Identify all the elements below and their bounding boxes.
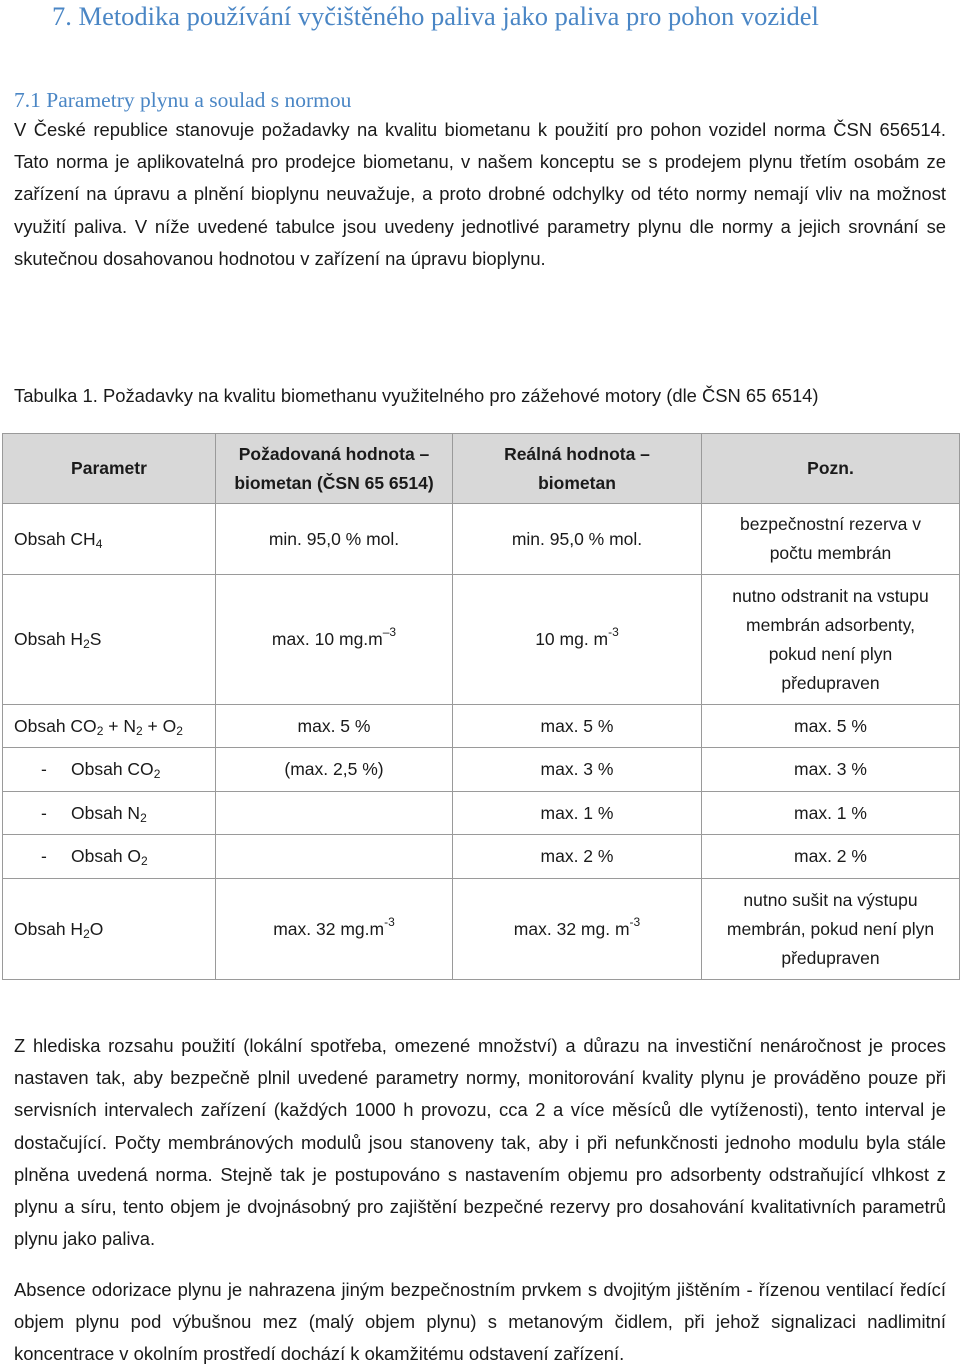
cell-note: max. 3 % bbox=[702, 748, 960, 792]
cell-required: max. 32 $mg.m^{-3}$ bbox=[216, 879, 453, 980]
cell-note: nutno odstranit na vstupu membrán adsorbenty, pokud není plyn předupraven bbox=[702, 575, 960, 705]
dash-bullet: - bbox=[41, 802, 47, 823]
header-note: Pozn. bbox=[702, 434, 960, 504]
header-parametr: Parametr bbox=[3, 434, 216, 504]
paragraph-process: Z hlediska rozsahu použití (lokální spotřeba, omezené množství) a důrazu na investiční nenáročnost je proces nastaven tak, aby bezpečně plnil uvedené parametry normy, monitorování kvality plynu je prováděno pouze při servisních intervalech zařízení (každých 1000 h provozu, cca 2 a více měsíců dle vytíženosti), tento interval je dostačující. Počty membránových modulů jsou stanoveny tak, aby i při nefunkčnosti jednoho modulu byla stále plněna uvedená norma. Stejně tak je postupováno s nastavením objemu pro adsorbenty odstraňující vlhkost z plynu a síru, tento objem je dvojnásobný pro zajištění bezpečné rezervy pro dosahování kvalitativních parametrů plynu jako paliva. bbox=[14, 1035, 946, 1250]
table-row-n2 bbox=[3, 792, 960, 835]
cell-real: min. 95,0 % mol. bbox=[453, 504, 702, 575]
cell-note: nutno sušit na výstupu membrán, pokud není plyn předupraven bbox=[702, 879, 960, 980]
table-row-h2s bbox=[3, 575, 960, 705]
cell-parameter: - Obsah $O_2$ bbox=[3, 835, 216, 879]
dash-bullet: - bbox=[41, 759, 47, 779]
header-required: Požadovaná hodnota – biometan (ČSN 65 6514) bbox=[216, 434, 453, 504]
gas-parameters-table bbox=[2, 433, 960, 980]
cell-required: max. 5 % bbox=[216, 705, 453, 748]
cell-parameter: Obsah $CO_2 + N_2 + O_2$ bbox=[3, 705, 216, 748]
cell-real: max. 2 % bbox=[453, 835, 702, 879]
cell-real: max. 1 % bbox=[453, 792, 702, 835]
cell-parameter: Obsah $H_2O$ bbox=[3, 879, 216, 980]
cell-parameter: Obsah $H_2S$ bbox=[3, 575, 216, 705]
cell-required: max. 10 $mg.m^{-3}$ bbox=[216, 575, 453, 705]
cell-required: min. 95,0 % mol. bbox=[216, 504, 453, 575]
intro-paragraph: V České republice stanovuje požadavky na kvalitu biometanu k použití pro pohon vozidel norma ČSN 656514. Tato norma je aplikovatelná pro prodejce biometanu, v našem konceptu se s prodejem plynu třetím osobám ze zařízení na úpravu a plnění bioplynu neuvažuje, a proto drobné odchylky od této normy nemají vliv na možnost využití paliva. V níže uvedené tabulce jsou uvedeny jednotlivé parametry plynu dle normy a jejich srovnání se skutečnou dosahovanou hodnotou v zařízení na úpravu bioplynu. bbox=[14, 119, 946, 269]
cell-note: max. 5 % bbox=[702, 705, 960, 748]
table-caption: Tabulka 1. Požadavky na kvalitu biomethanu využitelného pro zážehové motory (dle ČSN 65 6514) bbox=[14, 385, 819, 406]
dash-bullet: - bbox=[41, 846, 47, 866]
table-row-o2 bbox=[3, 835, 960, 879]
table-row-co2-n2-o2 bbox=[3, 705, 960, 748]
cell-real: max. 3 % bbox=[453, 748, 702, 792]
table-row-h2o bbox=[3, 879, 960, 980]
header-real: Reálná hodnota – biometan bbox=[453, 434, 702, 504]
cell-note: bezpečnostní rezerva v počtu membrán bbox=[702, 504, 960, 575]
cell-parameter: - Obsah $CO_2$ bbox=[3, 748, 216, 792]
page-heading: 7. Metodika používání vyčištěného paliva jako paliva pro pohon vozidel bbox=[52, 1, 819, 31]
cell-note: max. 2 % bbox=[702, 835, 960, 879]
section-heading: 7.1 Parametry plynu a soulad s normou bbox=[14, 88, 352, 112]
cell-real: max. 5 % bbox=[453, 705, 702, 748]
table-header-row bbox=[3, 434, 960, 504]
cell-required bbox=[216, 835, 453, 879]
table-row-co2 bbox=[3, 748, 960, 792]
table-row-ch4 bbox=[3, 504, 960, 575]
cell-parameter: - Obsah $N_2$ bbox=[3, 792, 216, 835]
paragraph-safety: Absence odorizace plynu je nahrazena jiným bezpečnostním prvkem s dvojitým jištěním - řízenou ventilací ředící objem plynu pod výbušnou mez (malý objem plynu) s metanovým čidlem, při jehož signalizaci nadlimitní koncentrace v okolním prostředí dochází k okamžitému odstavení zařízení. bbox=[14, 1279, 946, 1365]
cell-parameter: Obsah $CH_4$ bbox=[3, 504, 216, 575]
cell-real: max. 32 mg. $m^{-3}$ bbox=[453, 879, 702, 980]
cell-note: max. 1 % bbox=[702, 792, 960, 835]
cell-required: (max. 2,5 %) bbox=[216, 748, 453, 792]
cell-required bbox=[216, 792, 453, 835]
cell-real: 10 mg. $m^{-3}$ bbox=[453, 575, 702, 705]
